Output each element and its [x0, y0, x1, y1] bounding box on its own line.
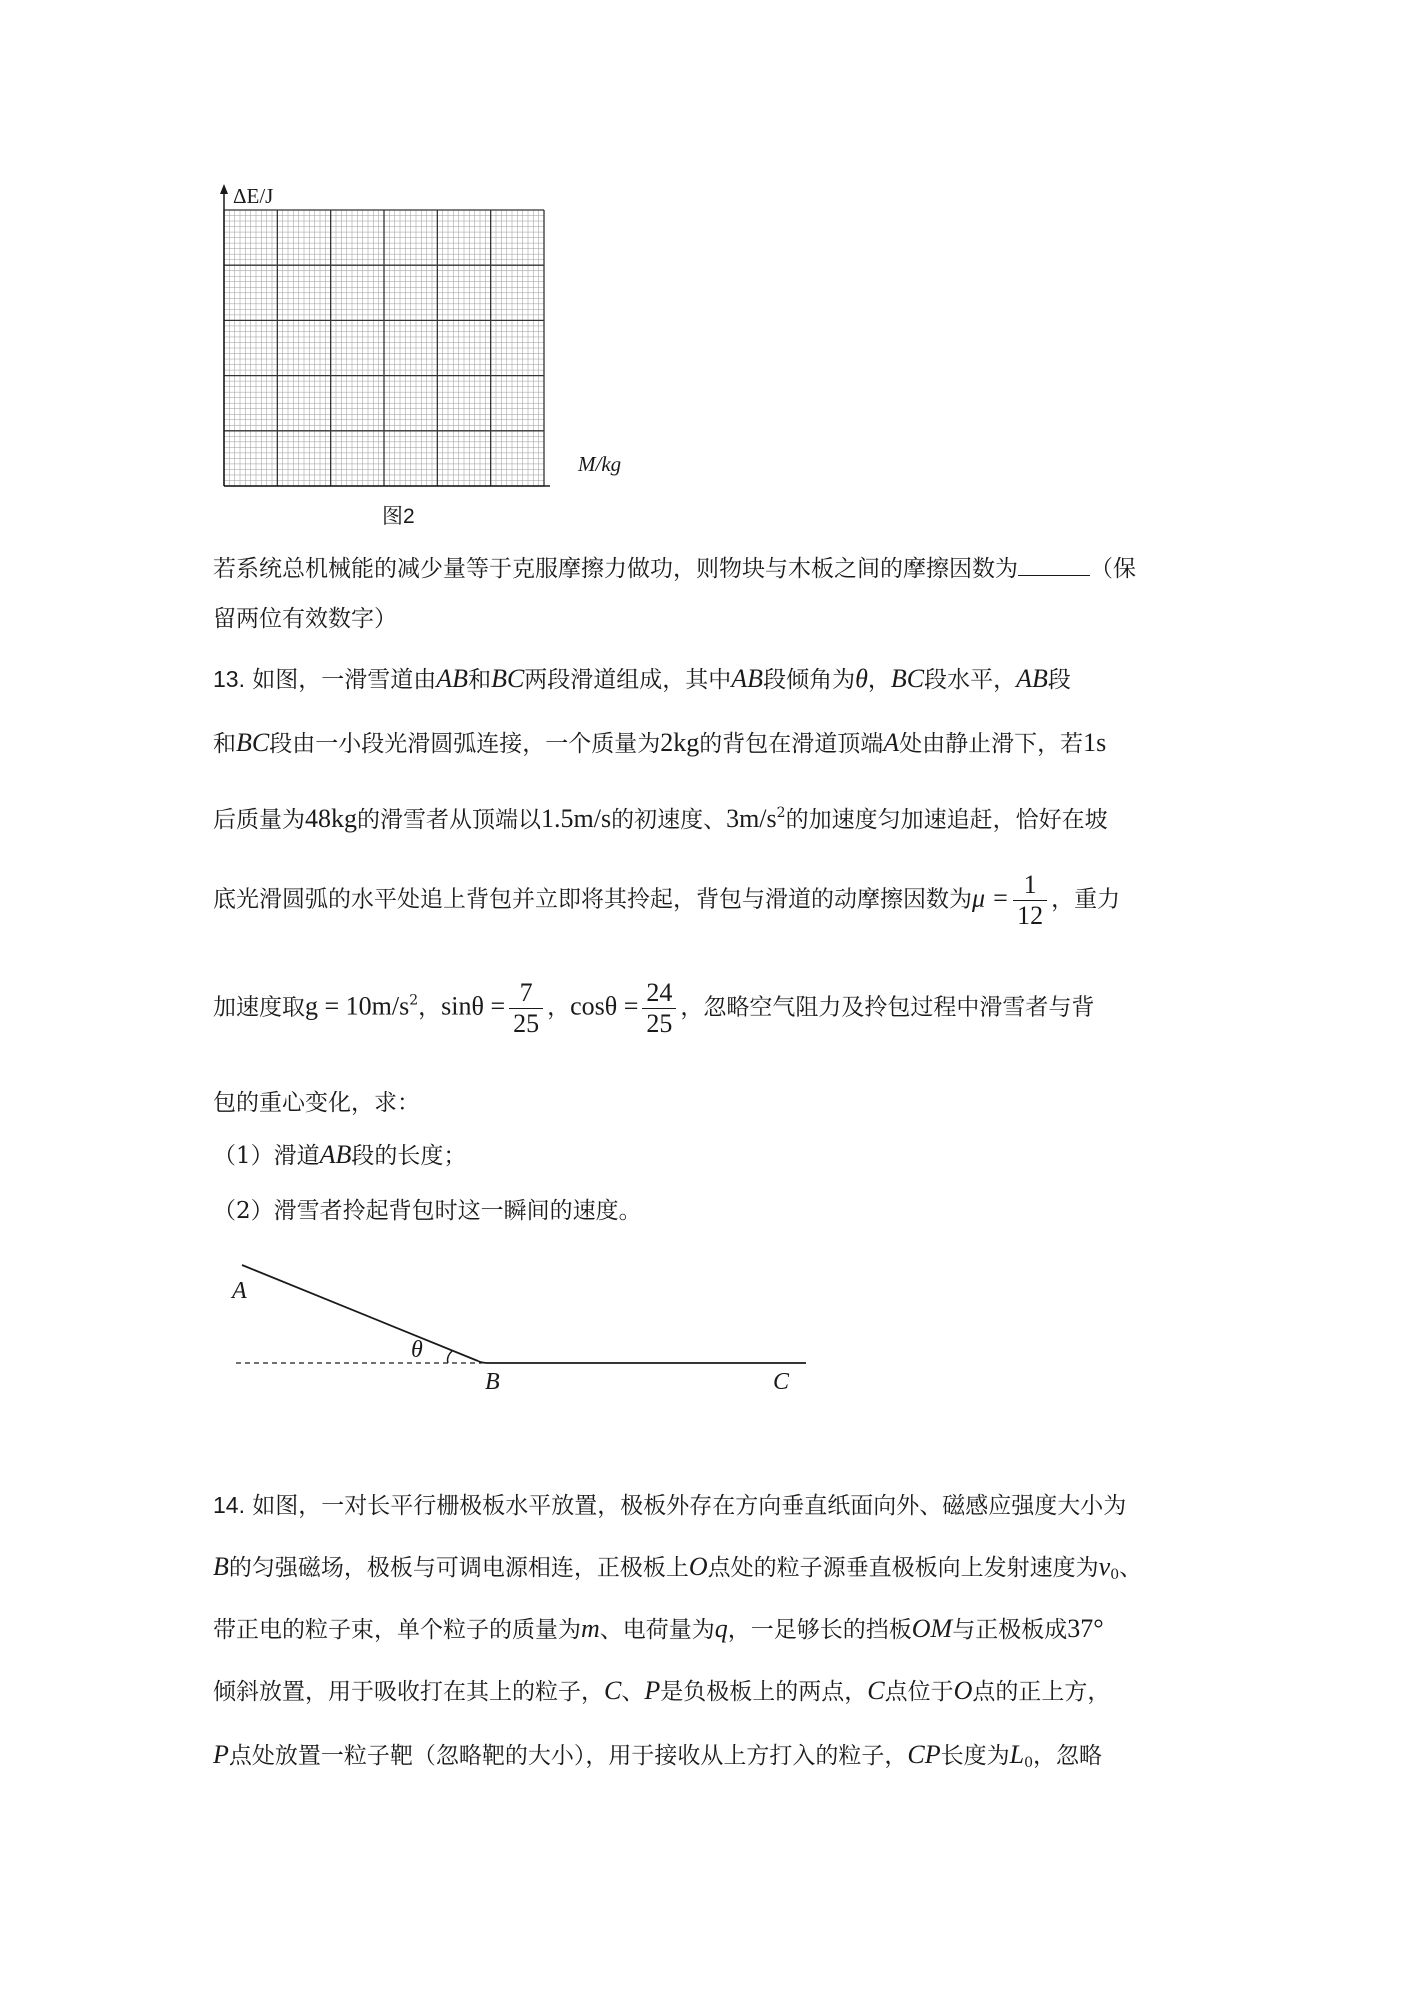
q13-sub2: （2）滑雪者拎起背包时这一瞬间的速度。	[213, 1198, 642, 1224]
q12-line1: 若系统总机械能的减少量等于克服摩擦力做功，则物块与木板之间的摩擦因数为 （保	[213, 556, 1136, 582]
angle-arc	[448, 1351, 453, 1363]
slope-diagram	[220, 1255, 820, 1415]
sin-fraction: $\frac{7}{25}$	[509, 978, 543, 1039]
q13-line6: 包的重心变化，求：	[213, 1090, 420, 1116]
label-b: B	[485, 1369, 500, 1395]
q14-line3: 带正电的粒子束，单个粒子的质量为m、电荷量为q，一足够长的挡板OM与正极板成37°	[213, 1614, 1104, 1643]
label-theta: θ	[411, 1337, 423, 1363]
label-a: A	[232, 1278, 247, 1304]
q12-line2: 留两位有效数字）	[213, 606, 397, 632]
label-c: C	[773, 1369, 790, 1395]
q13-line2: 和BC段由一小段光滑圆弧连接，一个质量为2kg的背包在滑道顶端A处由静止滑下，若1s	[213, 728, 1107, 757]
question-number: 13.	[213, 666, 245, 692]
x-axis-label: M/kg	[578, 452, 622, 476]
q14-line4: 倾斜放置，用于吸收打在其上的粒子，C、P是负极板上的两点，C点位于O点的正上方，	[213, 1676, 1111, 1705]
slope-line-ab	[242, 1265, 478, 1361]
q14-line5: P点处放置一粒子靶（忽略靶的大小），用于接收从上方打入的粒子，CP长度为$L_0$，忽略	[213, 1740, 1103, 1771]
question-number: 14.	[213, 1492, 245, 1518]
y-axis-arrow	[220, 184, 228, 194]
answer-blank	[1018, 555, 1090, 576]
q13-sub1: （1）滑道AB段的长度；	[213, 1140, 467, 1169]
q13-line4: 底光滑圆弧的水平处追上背包并立即将其拎起，背包与滑道的动摩擦因数为μ = $\frac{1}{12}$ ，重力	[213, 870, 1121, 930]
q14-line1: 14. 如图，一对长平行栅极板水平放置，极板外存在方向垂直纸面向外、磁感应强度大小为	[213, 1492, 1127, 1519]
q14-line2: B的匀强磁场，极板与可调电源相连，正极板上O点处的粒子源垂直极板向上发射速度为$v_0$、	[213, 1552, 1143, 1583]
y-axis-label: ΔE/J	[233, 184, 274, 208]
cos-fraction: $\frac{24}{25}$	[642, 978, 676, 1039]
mu-fraction: $\frac{1}{12}$	[1013, 870, 1047, 931]
q13-line1: 13. 如图，一滑雪道由AB和BC两段滑道组成，其中AB段倾角为θ，BC段水平，AB段	[213, 664, 1071, 693]
figure2-caption: 图2	[382, 505, 415, 528]
q13-line5: 加速度取$g = 10m/s^2$，sinθ = $\frac{7}{25}$ ，cosθ = $\frac{24}{25}$ ，忽略空气阻力及拎包过程中滑雪者与背	[213, 978, 1095, 1038]
q13-line3: 后质量为48kg的滑雪者从顶端以1.5m/s的初速度、$3m/s^2$的加速度匀加速追赶，恰好在坡	[213, 804, 1108, 833]
